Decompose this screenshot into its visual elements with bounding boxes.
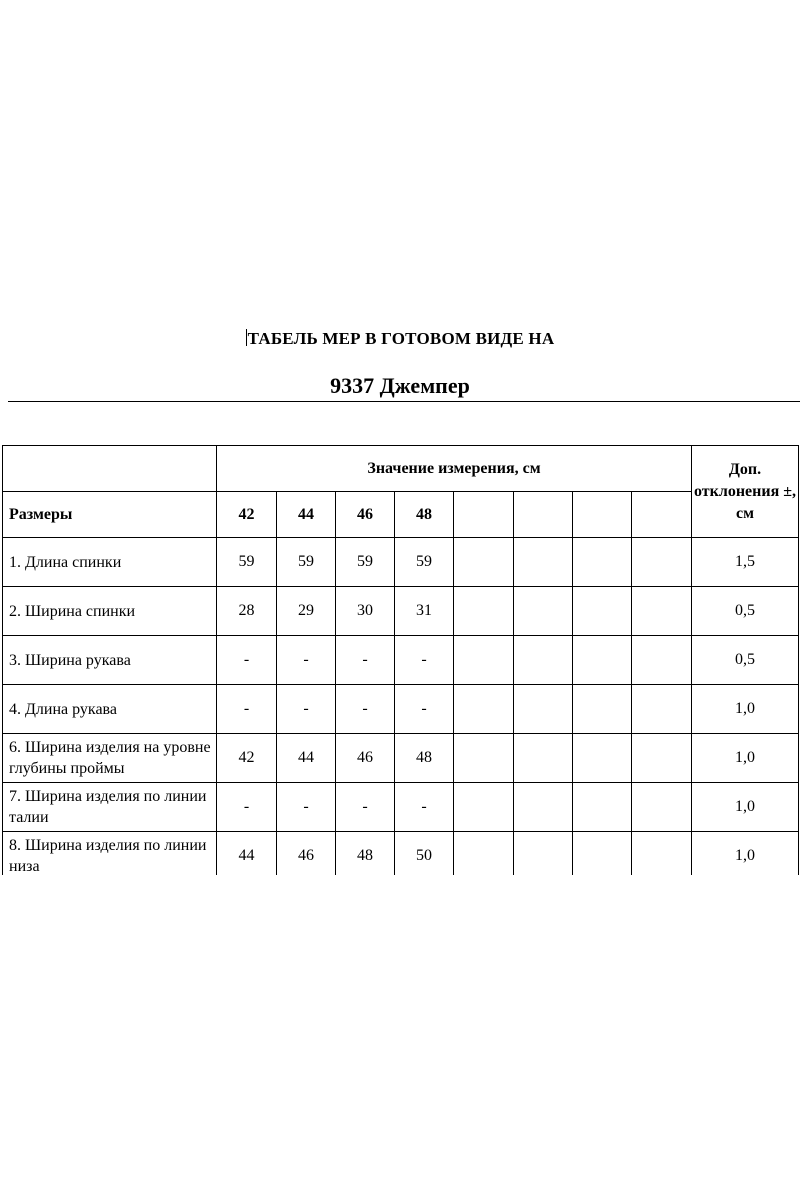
deviation-value: 1,0 bbox=[692, 832, 799, 881]
empty-value-cell bbox=[514, 587, 573, 636]
measurement-value: - bbox=[277, 685, 336, 734]
measurement-value: 59 bbox=[277, 538, 336, 587]
empty-value-cell bbox=[514, 783, 573, 832]
measurement-value: - bbox=[336, 636, 395, 685]
deviation-header: Доп. отклонения ±, см bbox=[692, 446, 799, 538]
measurement-value: 29 bbox=[277, 587, 336, 636]
measurement-name: 3. Ширина рукава bbox=[3, 636, 217, 685]
measurement-value: 42 bbox=[217, 734, 277, 783]
measurement-value: 31 bbox=[395, 587, 454, 636]
table-header-row bbox=[3, 446, 799, 492]
text-cursor bbox=[246, 329, 247, 346]
measurement-name: 6. Ширина изделия на уровне глубины проймы bbox=[3, 734, 217, 783]
empty-value-cell bbox=[454, 832, 514, 881]
empty-value-cell bbox=[573, 783, 632, 832]
measurement-table bbox=[2, 445, 799, 881]
measurement-name: 8. Ширина изделия по линии низа bbox=[3, 832, 217, 881]
measurement-value: 59 bbox=[395, 538, 454, 587]
measurement-value: 46 bbox=[336, 734, 395, 783]
empty-value-cell bbox=[632, 734, 692, 783]
measurement-value: - bbox=[336, 685, 395, 734]
measurement-group-header-text: Значение измерения, см bbox=[367, 460, 541, 477]
size-cell: 48 bbox=[395, 492, 454, 538]
measurement-value: 50 bbox=[395, 832, 454, 881]
title-divider bbox=[8, 401, 800, 402]
measurement-value: 46 bbox=[277, 832, 336, 881]
table-row bbox=[3, 636, 799, 685]
empty-value-cell bbox=[573, 636, 632, 685]
measurement-value: 30 bbox=[336, 587, 395, 636]
measurement-value: 44 bbox=[277, 734, 336, 783]
measurement-name: 7. Ширина изделия по линии талии bbox=[3, 783, 217, 832]
measurement-name: 1. Длина спинки bbox=[3, 538, 217, 587]
empty-value-cell bbox=[454, 636, 514, 685]
sizes-row bbox=[3, 492, 799, 538]
page-blank-area bbox=[0, 875, 800, 1200]
table-row bbox=[3, 587, 799, 636]
empty-size-cell bbox=[514, 492, 573, 538]
measurement-value: 44 bbox=[217, 832, 277, 881]
measurement-name: 2. Ширина спинки bbox=[3, 587, 217, 636]
measurement-group-header bbox=[217, 446, 692, 492]
empty-size-cell bbox=[454, 492, 514, 538]
table-row bbox=[3, 538, 799, 587]
measurement-value: - bbox=[217, 685, 277, 734]
measurement-value: 59 bbox=[217, 538, 277, 587]
empty-value-cell bbox=[632, 587, 692, 636]
empty-value-cell bbox=[514, 685, 573, 734]
size-cell: 44 bbox=[277, 492, 336, 538]
empty-value-cell bbox=[573, 734, 632, 783]
empty-value-cell bbox=[573, 587, 632, 636]
empty-value-cell bbox=[573, 538, 632, 587]
table-row bbox=[3, 832, 799, 881]
measurement-value: 28 bbox=[217, 587, 277, 636]
document-subtitle: 9337 Джемпер bbox=[330, 373, 470, 398]
empty-value-cell bbox=[514, 734, 573, 783]
table-row bbox=[3, 685, 799, 734]
empty-value-cell bbox=[454, 783, 514, 832]
empty-value-cell bbox=[514, 832, 573, 881]
empty-value-cell bbox=[573, 685, 632, 734]
empty-value-cell bbox=[632, 685, 692, 734]
empty-value-cell bbox=[514, 538, 573, 587]
measurement-value: - bbox=[217, 636, 277, 685]
empty-value-cell bbox=[632, 538, 692, 587]
measurement-value: 48 bbox=[395, 734, 454, 783]
sizes-label: Размеры bbox=[3, 492, 217, 538]
empty-size-cell bbox=[573, 492, 632, 538]
header-empty-cell bbox=[3, 446, 217, 492]
measurement-value: 59 bbox=[336, 538, 395, 587]
table-row bbox=[3, 783, 799, 832]
document-title-text: ТАБЕЛЬ МЕР В ГОТОВОМ ВИДЕ НА bbox=[247, 329, 555, 348]
deviation-value: 0,5 bbox=[692, 587, 799, 636]
deviation-value: 1,0 bbox=[692, 783, 799, 832]
measurement-value: - bbox=[395, 636, 454, 685]
empty-value-cell bbox=[454, 538, 514, 587]
measurement-value: 48 bbox=[336, 832, 395, 881]
table-row bbox=[3, 734, 799, 783]
empty-value-cell bbox=[573, 832, 632, 881]
empty-value-cell bbox=[632, 783, 692, 832]
deviation-value: 0,5 bbox=[692, 636, 799, 685]
empty-value-cell bbox=[514, 636, 573, 685]
measurement-value: - bbox=[336, 783, 395, 832]
measurement-name: 4. Длина рукава bbox=[3, 685, 217, 734]
measurement-value: - bbox=[277, 783, 336, 832]
size-cell: 42 bbox=[217, 492, 277, 538]
measurement-value: - bbox=[395, 783, 454, 832]
deviation-value: 1,5 bbox=[692, 538, 799, 587]
empty-value-cell bbox=[454, 587, 514, 636]
measurement-value: - bbox=[217, 783, 277, 832]
empty-value-cell bbox=[632, 832, 692, 881]
empty-value-cell bbox=[454, 734, 514, 783]
size-cell: 46 bbox=[336, 492, 395, 538]
measurement-value: - bbox=[395, 685, 454, 734]
deviation-value: 1,0 bbox=[692, 685, 799, 734]
empty-value-cell bbox=[454, 685, 514, 734]
empty-size-cell bbox=[632, 492, 692, 538]
empty-value-cell bbox=[632, 636, 692, 685]
deviation-value: 1,0 bbox=[692, 734, 799, 783]
measurement-value: - bbox=[277, 636, 336, 685]
document-title bbox=[0, 329, 800, 349]
